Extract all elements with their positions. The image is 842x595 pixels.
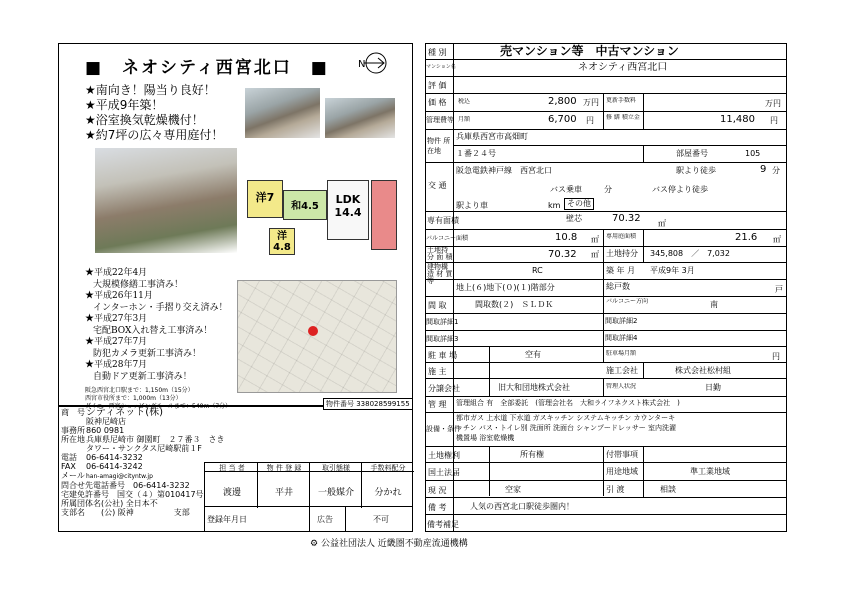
fp-room-ldk: LDK 14.4	[327, 180, 369, 240]
registration-row	[204, 507, 413, 532]
highlight-item: ★約7坪の広々専用庭付！	[85, 128, 224, 142]
balcony-unit: ㎡	[591, 235, 599, 244]
price-sub: 税込	[458, 98, 471, 105]
seller-co-label: 分譲会社	[428, 384, 460, 393]
map-note-line: ダイエー西宮ショッピングモールまで：540m（7分）	[85, 403, 232, 410]
staff-header: 手数料配分	[370, 464, 406, 472]
law-label: 国土法届	[428, 468, 460, 477]
price-value: 2,800	[548, 96, 577, 107]
price-label: 価 格	[428, 98, 447, 107]
land-label: 土地持分 面 積	[427, 246, 453, 261]
garden-unit: ㎡	[773, 235, 781, 244]
other-label: その他	[564, 198, 594, 210]
status-value: 空家	[505, 485, 521, 494]
mgmt-unit: 円	[586, 116, 594, 125]
highlights	[85, 83, 223, 143]
room-no-label: 部屋番号	[676, 149, 708, 158]
status-label: 現 況	[428, 486, 447, 495]
built-label: 築 年 月	[606, 266, 636, 275]
floors-value: 地上(６)地下(０)(１)階部分	[456, 283, 555, 292]
company-info: 商 号シティネット(株) 阪神尼崎店 事務所860 0981 所在地兵庫県尼崎市 御園町 ２７番３ さき タワー・サンクタス尼崎駅前１F 電話 06-6414-3232 FAX 06-6414-3242 メールhan-amagi@cityntw.jp 問合せ先電話番号 06-6414-3232 宅建免許番号 国交（４）第010417号 所属団体名(公社) 全日本不 支部名 (公) 阪神 支部	[61, 407, 225, 517]
room-no-value: 105	[745, 149, 761, 158]
mgmt-value: 6,700	[548, 114, 577, 125]
fp-room-western-1: 洋7	[247, 180, 283, 218]
walk-min: 9	[760, 164, 767, 175]
garden-label: 専用庭面積	[606, 233, 637, 240]
fp-garden	[371, 180, 397, 250]
staff-header: 取引態様	[322, 464, 350, 472]
price-unit: 万円	[583, 98, 599, 107]
balcony-value: 10.8	[555, 232, 578, 243]
line-value: 阪急電鉄神戸線 西宮北口	[456, 166, 552, 175]
repair-value: 11,480	[720, 114, 755, 125]
type-value: 売マンション等 中古マンション	[500, 44, 679, 58]
location-map	[237, 280, 397, 393]
highlight-item: ★平成9年築！	[85, 98, 164, 112]
remarks2-label: 備考補足	[427, 520, 459, 529]
staff-value: 一般媒介	[317, 488, 354, 498]
equip-label: 設備・条件	[426, 425, 461, 433]
location-line2: １番２４号	[456, 149, 496, 158]
area-value: 70.32	[612, 213, 641, 224]
mgmt-sub: 月額	[458, 116, 471, 123]
seller-label: 施 主	[428, 367, 447, 376]
history-item: ★平成27年3月	[85, 314, 148, 324]
room-detail1-label: 間取詳細1	[426, 318, 459, 326]
area-unit: ㎡	[658, 219, 666, 228]
ad-value: 不可	[373, 515, 389, 524]
walk-unit: 分	[772, 166, 780, 175]
location-line1: 兵庫県西宮市高畑町	[456, 132, 528, 141]
history-item: ★平成28年7月	[85, 360, 148, 370]
bus-unit: 分	[604, 185, 612, 194]
history-item: 自動ドア更新工事済み！	[93, 371, 192, 382]
fp-room-western-2: 洋 4.8	[269, 228, 295, 255]
renewal-label: 更新手数料	[606, 97, 637, 104]
balcony-label: バルコニー面積	[426, 235, 469, 242]
footer-logo-icon: ⚙	[310, 539, 321, 549]
history-item: 防犯カメラ更新工事済み！	[93, 348, 202, 359]
manage-label: 管 理	[428, 400, 447, 409]
mgmt-co-label: 管理人状況	[606, 383, 637, 390]
builder-value: 株式会社松村組	[675, 366, 731, 375]
land-unit: ㎡	[591, 250, 599, 259]
highlight-item: ★南向き！陽当り良好！	[85, 83, 216, 97]
date-label: 登録年月日	[207, 515, 247, 524]
units-unit: 戸	[775, 285, 783, 294]
rights-label: 土地権利	[428, 451, 460, 460]
room-detail2-label: 間取詳細2	[605, 317, 638, 325]
traffic-label: 交 通	[428, 181, 447, 190]
map-note-line: 西宮市役所まで：1,000m（13分）	[85, 395, 182, 402]
area-label: 専有面積	[427, 216, 459, 225]
equip-line3: 機置場 浴室乾燥機	[456, 434, 515, 442]
zone-label: 用途地域	[606, 467, 638, 476]
staff-table	[204, 462, 413, 507]
staff-value: 平井	[274, 488, 293, 498]
garden-value: 21.6	[735, 232, 758, 243]
floorplan	[247, 180, 397, 255]
history-item: ★平成26年11月	[85, 291, 153, 301]
mgmt-label: 管理費等	[426, 116, 454, 124]
staff-header: 物 件 登 録	[266, 464, 302, 472]
layout-label: 間 取	[428, 301, 447, 310]
name-label: マンション名	[426, 64, 456, 70]
direction-label: バルコニー方向	[606, 298, 649, 305]
equip-line1: 都市ガス 上水道 下水道 ガスキッチン システムキッチン カウンターキ	[456, 414, 676, 422]
exterior-photo-2	[325, 98, 395, 138]
map-note-line: 阪急西宮北口駅まで：1,150m（15分）	[85, 387, 194, 394]
struct-value: RC	[532, 266, 543, 275]
parking-fee-unit: 円	[772, 352, 780, 361]
history-item: ★平成22年4月	[85, 268, 148, 278]
units-label: 総戸数	[606, 282, 630, 291]
station-from: 駅より車	[456, 201, 488, 210]
manage-value: 管理組合 有 全部委託 (管理会社名 大和ライフネクスト株式会社 )	[456, 399, 680, 407]
repair-unit: 円	[770, 116, 778, 125]
handover-value: 相談	[660, 485, 676, 494]
repair-label: 修 繕 積立金	[606, 114, 640, 121]
history-item: 大規模修繕工事済み！	[93, 279, 184, 290]
seller-co-value: 旧大和団地株式会社	[498, 383, 570, 392]
builder-label: 施工会社	[606, 366, 638, 375]
eval-label: 評 価	[428, 81, 447, 90]
extra-label: 付帯事項	[606, 450, 638, 459]
bus-stop: バス停より徒歩	[652, 185, 708, 194]
station-suffix: 駅より徒歩	[676, 166, 716, 175]
location-label: 物件 所在地	[427, 137, 451, 155]
compass-icon	[358, 50, 388, 76]
direction-value: 南	[710, 300, 718, 309]
history-item: ★平成27年7月	[85, 337, 148, 347]
footer: ⚙ 公益社団法人 近畿圏不動産流通機構	[310, 539, 468, 549]
exterior-photo-1	[245, 88, 320, 138]
map-marker-icon	[308, 326, 318, 336]
built-value: 平成9年 3月	[650, 266, 695, 275]
room-detail4-label: 間取詳細4	[605, 334, 638, 342]
handover-label: 引 渡	[606, 485, 625, 494]
highlight-item: ★浴室換気乾燥機付！	[85, 113, 204, 127]
name-value: ネオシティ西宮北口	[578, 62, 668, 73]
km-unit: km	[548, 201, 561, 210]
layout-value: 間取数(２) ＳＬＤＫ	[475, 300, 554, 309]
remarks-label: 備 考	[428, 503, 447, 512]
struct-label: 建物構造 材 質 等	[427, 263, 453, 285]
fp-room-japanese: 和4.5	[283, 190, 327, 220]
share-value: 345,808 ／ 7,032	[650, 249, 730, 258]
share-label: 土地持分	[606, 249, 638, 258]
room-detail3-label: 間取詳細3	[426, 335, 459, 343]
history-list	[85, 268, 228, 383]
property-title: ■ ネオシティ西宮北口 ■	[85, 58, 329, 78]
parking-fee-label: 駐車場月額	[606, 350, 637, 357]
form-number: 物件番号 338028599155	[323, 398, 413, 410]
renewal-unit: 万円	[765, 99, 781, 108]
svg-text:N: N	[358, 59, 366, 70]
parking-value: 空有	[525, 350, 541, 359]
parking-label: 駐 車 場	[428, 351, 458, 360]
land-value: 70.32	[548, 249, 577, 260]
staff-value: 分かれ	[374, 488, 402, 498]
bus-label: バス乗車	[550, 185, 582, 194]
staff-value: 渡邊	[222, 488, 241, 498]
staff-header: 担 当 者	[219, 464, 245, 472]
equip-line2: ッチン バス・トイレ別 洗面所 洗面台 シャンプードレッサー 室内洗濯	[456, 424, 677, 432]
history-item: インターホン・手摺り交え済み！	[93, 302, 228, 313]
mgmt-co-value: 日勤	[705, 383, 721, 392]
zone-value: 準工業地域	[690, 467, 730, 476]
area-sub: 壁芯	[566, 214, 582, 223]
building-photo	[95, 148, 237, 253]
history-item: 宅配BOX入れ替え工事済み！	[93, 325, 213, 336]
rights-value: 所有権	[520, 450, 544, 459]
type-label: 種 別	[428, 48, 447, 57]
ad-label: 広告	[317, 515, 333, 524]
remarks-value: 人気の西宮北口駅徒歩圏内！	[470, 502, 574, 511]
